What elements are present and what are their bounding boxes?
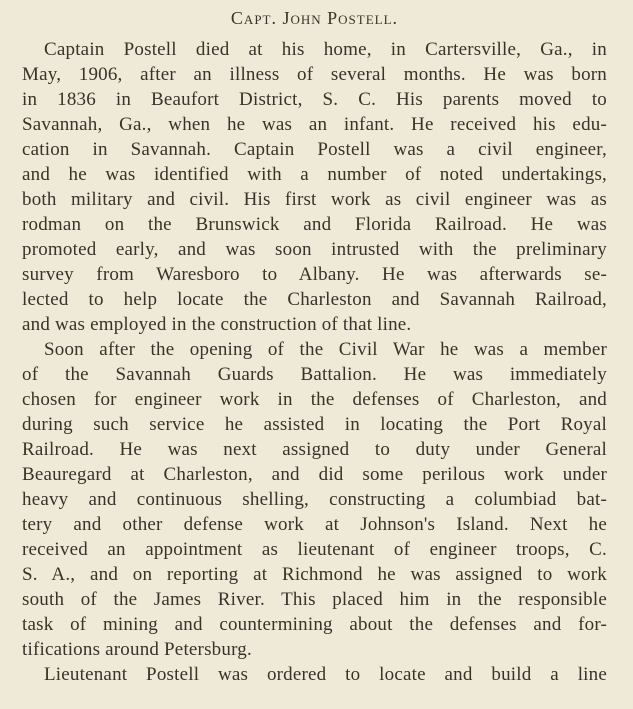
text-line: received an appointment as lieutenant of engineer troops, C. bbox=[22, 539, 607, 560]
text-line: Soon after the opening of the Civil War he was a member bbox=[44, 339, 607, 360]
text-line: heavy and continuous shelling, constructing a columbiad bat- bbox=[22, 489, 607, 510]
text-line: Railroad. He was next assigned to duty under General bbox=[22, 439, 607, 460]
text-line: cation in Savannah. Captain Postell was a civil engineer, bbox=[22, 139, 607, 160]
text-line: task of mining and countermining about the defenses and for- bbox=[22, 614, 607, 635]
text-line: lected to help locate the Charleston and Savannah Railroad, bbox=[22, 289, 607, 310]
text-line: S. A., and on reporting at Richmond he was assigned to work bbox=[22, 564, 607, 585]
text-line: and he was identified with a number of noted undertakings, bbox=[22, 164, 607, 185]
text-line: rodman on the Brunswick and Florida Railroad. He was bbox=[22, 214, 607, 235]
text-line: Savannah, Ga., when he was an infant. He received his edu- bbox=[22, 114, 607, 135]
text-line: tery and other defense work at Johnson's Island. Next he bbox=[22, 514, 607, 535]
text-line: chosen for engineer work in the defenses of Charleston, and bbox=[22, 389, 607, 410]
text-line: Captain Postell died at his home, in Cartersville, Ga., in bbox=[44, 39, 607, 60]
text-line: and was employed in the construction of that line. bbox=[22, 314, 412, 335]
text-line: Lieutenant Postell was ordered to locate and build a line bbox=[44, 664, 607, 685]
text-line: promoted early, and was soon intrusted with the preliminary bbox=[22, 239, 607, 260]
text-line: Beauregard at Charleston, and did some perilous work under bbox=[22, 464, 607, 485]
text-body bbox=[22, 37, 607, 687]
text-line: survey from Waresboro to Albany. He was afterwards se- bbox=[22, 264, 607, 285]
page-title: Capt. John Postell. bbox=[230, 8, 399, 28]
text-line: May, 1906, after an illness of several months. He was born bbox=[22, 64, 607, 85]
text-line: tifications around Petersburg. bbox=[22, 639, 252, 660]
text-line: both military and civil. His first work as civil engineer was as bbox=[22, 189, 607, 210]
text-line: of the Savannah Guards Battalion. He was immediately bbox=[22, 364, 607, 385]
text-line: south of the James River. This placed him in the responsible bbox=[22, 589, 607, 610]
text-line: in 1836 in Beaufort District, S. C. His parents moved to bbox=[22, 89, 607, 110]
text-line: during such service he assisted in locating the Port Royal bbox=[22, 414, 607, 435]
